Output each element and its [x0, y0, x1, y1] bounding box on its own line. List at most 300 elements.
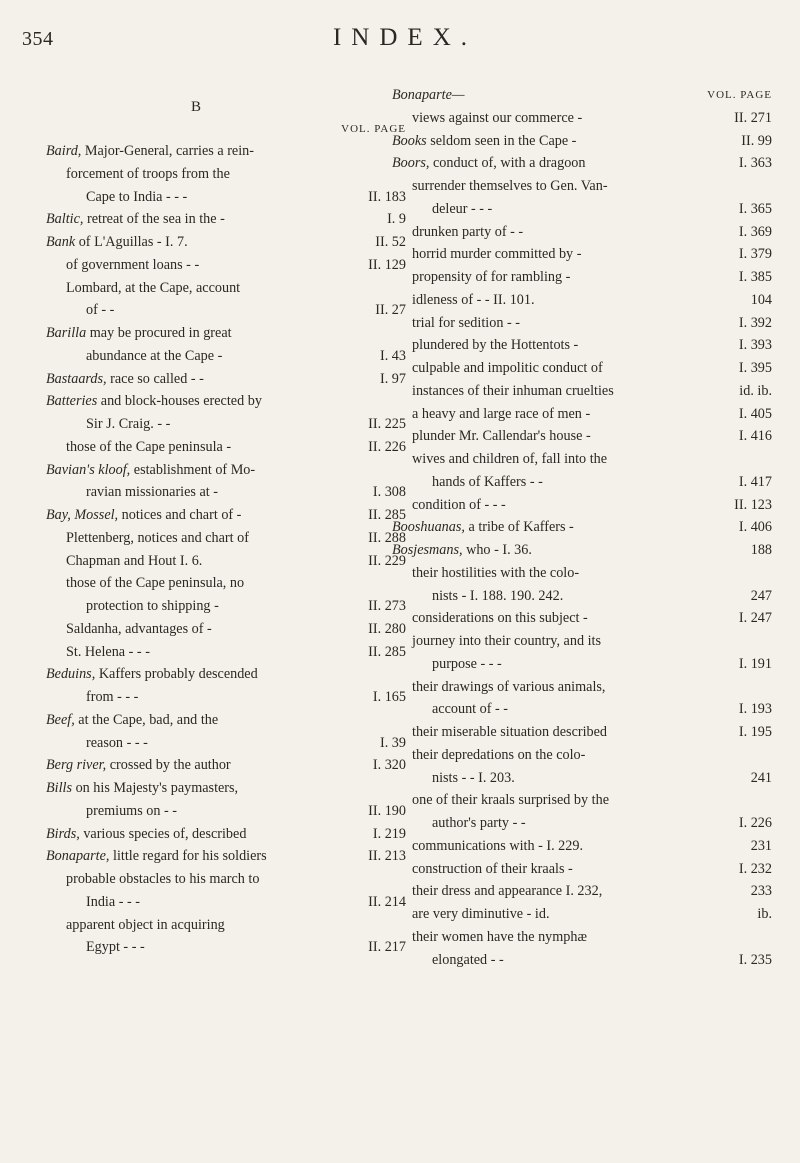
- entry-text: [46, 595, 340, 618]
- index-entry: [46, 186, 406, 209]
- index-entry: [392, 880, 772, 903]
- entry-reference: I. 219: [372, 825, 406, 842]
- index-entry: [392, 539, 772, 562]
- index-entry: [392, 744, 772, 767]
- index-entry: [392, 835, 772, 858]
- entry-text: [46, 732, 340, 755]
- entry-text: [392, 380, 706, 403]
- index-entry: [46, 595, 406, 618]
- entry-description: who - I. 36.: [462, 542, 532, 558]
- index-entry: [46, 481, 406, 504]
- entry-description: retreat of the sea in the -: [83, 211, 225, 228]
- entry-description: condition of - - -: [412, 496, 506, 513]
- index-entry: [46, 163, 406, 186]
- index-entry: [392, 676, 772, 699]
- entry-description: Lombard, at the Cape, account: [66, 279, 241, 296]
- entry-description: of L'Aguillas - I. 7.: [75, 234, 188, 250]
- entry-description: their miserable situation described: [412, 724, 608, 740]
- entry-text: [46, 777, 406, 800]
- entry-description: considerations on this subject -: [412, 610, 588, 627]
- entry-headword: Baltic,: [46, 211, 84, 228]
- index-entry: [392, 630, 772, 653]
- entry-reference: I. 395: [738, 360, 772, 376]
- entry-headword: Booshuanas,: [392, 519, 465, 536]
- entry-text: [392, 130, 706, 153]
- index-entry: [46, 732, 406, 755]
- page-number: 354: [22, 28, 54, 50]
- entry-reference: II. 285: [368, 507, 406, 523]
- index-entry: [392, 926, 772, 949]
- entry-reference: II. 129: [368, 256, 406, 273]
- entry-text: [392, 858, 706, 881]
- entry-reference: 104: [750, 291, 772, 308]
- entry-text: [46, 641, 340, 664]
- entry-reference: I. 416: [738, 428, 772, 445]
- index-entry: [46, 140, 406, 163]
- entry-reference: II. 271: [734, 109, 772, 126]
- entry-description: and block-houses erected by: [97, 393, 262, 410]
- entry-reference: II. 273: [368, 598, 406, 614]
- entry-text: [46, 800, 340, 823]
- index-entry: [46, 345, 406, 368]
- entry-text: [392, 653, 706, 676]
- entry-description: journey into their country, and its: [412, 633, 601, 649]
- index-entry: [46, 413, 406, 436]
- entry-text: [392, 835, 706, 858]
- index-entry: [392, 516, 772, 539]
- entry-reference: I. 365: [738, 200, 772, 217]
- index-entry: [46, 823, 406, 846]
- entry-description: probable obstacles to his march to: [66, 871, 260, 887]
- index-entry: [46, 936, 406, 959]
- entry-description: plunder Mr. Callendar's house -: [412, 428, 591, 445]
- entry-reference: I. 417: [738, 473, 772, 490]
- right-column: [392, 84, 772, 971]
- index-entry: [46, 459, 406, 482]
- entry-text: [46, 914, 406, 937]
- entry-reference: I. 9: [387, 211, 406, 228]
- continued-headword: Bonaparte—: [392, 87, 465, 103]
- entry-text: [46, 891, 340, 914]
- entry-text: [392, 767, 706, 790]
- entry-description: Saldanha, advantages of -: [66, 620, 212, 637]
- entry-description: at the Cape, bad, and the: [74, 711, 219, 728]
- entry-reference: II. 99: [741, 132, 772, 149]
- entry-description: of government loans - -: [66, 256, 200, 273]
- entry-text: [392, 198, 706, 221]
- index-entry: [46, 436, 406, 459]
- entry-description: abundance at the Cape -: [86, 347, 223, 364]
- entry-reference: II. 229: [368, 552, 406, 569]
- index-entry: [392, 334, 772, 357]
- entry-description: on his Majesty's paymasters,: [72, 780, 239, 796]
- entry-reference: ib.: [757, 906, 772, 922]
- entry-text: [46, 390, 406, 413]
- entry-text: [46, 436, 340, 459]
- index-entry: [392, 243, 772, 266]
- entry-description: are very diminutive - id.: [412, 906, 550, 922]
- entry-reference: I. 235: [738, 951, 772, 968]
- running-head: INDEX.: [332, 24, 477, 51]
- entry-reference: I. 247: [738, 610, 772, 627]
- entry-description: seldom seen in the Cape -: [426, 132, 577, 149]
- entry-headword: Bay, Mossel,: [46, 507, 119, 523]
- entry-text: [392, 471, 706, 494]
- index-entry: [392, 221, 772, 244]
- entry-reference: 233: [750, 883, 772, 900]
- entry-description: may be procured in great: [86, 325, 232, 341]
- index-entry: [392, 107, 772, 130]
- index-entry: [46, 641, 406, 664]
- entry-description: Egypt - - -: [86, 939, 145, 956]
- index-entry: [392, 562, 772, 585]
- entry-text: [46, 754, 340, 777]
- entry-text: [46, 163, 406, 186]
- entry-text: [46, 208, 340, 231]
- index-entry: [46, 368, 406, 391]
- entry-reference: II. 217: [368, 939, 406, 956]
- index-entry: [392, 425, 772, 448]
- entry-text: [46, 277, 406, 300]
- entry-description: author's party - -: [432, 815, 526, 831]
- entry-description: hands of Kaffers - -: [432, 473, 543, 490]
- entry-description: purpose - - -: [432, 655, 502, 672]
- entry-description: those of the Cape peninsula -: [66, 438, 232, 455]
- entry-text: [392, 425, 706, 448]
- entry-headword: Bonaparte,: [46, 848, 110, 865]
- index-entry: [392, 380, 772, 403]
- index-entry: [392, 585, 772, 608]
- entry-reference: II. 226: [368, 438, 406, 455]
- index-entry: [46, 868, 406, 891]
- entry-description: from - - -: [86, 689, 139, 705]
- index-entry: [46, 845, 406, 868]
- index-entry: [392, 175, 772, 198]
- entry-text: [46, 868, 406, 891]
- entry-text: [392, 107, 706, 130]
- left-column: [46, 96, 406, 959]
- index-entry: [46, 572, 406, 595]
- entry-headword: Books: [392, 132, 427, 149]
- entry-description: a tribe of Kaffers -: [464, 519, 574, 536]
- entry-description: wives and children of, fall into the: [412, 451, 608, 467]
- index-entry: [46, 891, 406, 914]
- entry-text: [392, 607, 706, 630]
- entry-reference: I. 406: [738, 519, 772, 536]
- entry-reference: I. 363: [738, 155, 772, 172]
- entry-description: plundered by the Hottentots -: [412, 337, 579, 354]
- entry-text: [46, 936, 340, 959]
- entry-reference: I. 97: [379, 370, 406, 387]
- entry-reference: II. 52: [375, 234, 406, 250]
- index-entry: [392, 653, 772, 676]
- entry-text: [46, 322, 406, 345]
- entry-headword: Bills: [46, 780, 73, 796]
- entry-description: apparent object in acquiring: [66, 916, 225, 933]
- entry-description: their drawings of various animals,: [412, 678, 606, 695]
- entry-reference: II. 225: [368, 416, 406, 432]
- entry-text: [392, 562, 772, 585]
- entry-text: [46, 572, 406, 595]
- entry-description: instances of their inhuman cruelties: [412, 382, 614, 399]
- entry-description: horrid murder committed by -: [412, 246, 582, 263]
- entry-reference: I. 232: [738, 860, 772, 877]
- entry-description: race so called - -: [106, 370, 204, 387]
- entry-description: those of the Cape peninsula, no: [66, 575, 245, 592]
- entry-description: their dress and appearance I. 232,: [412, 883, 603, 900]
- entry-description: various species of, described: [79, 825, 247, 842]
- index-entry: [46, 709, 406, 732]
- entry-text: [392, 221, 706, 244]
- entry-description: their women have the nymphæ: [412, 928, 587, 945]
- index-entry: [46, 663, 406, 686]
- index-entry: [392, 494, 772, 517]
- entry-reference: II. 190: [368, 802, 406, 819]
- entry-description: St. Helena - - -: [66, 643, 150, 660]
- entry-text: [392, 266, 706, 289]
- entry-text: [46, 413, 340, 436]
- section-letter: B: [190, 99, 201, 115]
- entry-description: forcement of troops from the: [66, 165, 230, 182]
- left-entry-list: [46, 140, 406, 959]
- index-entry: [392, 789, 772, 812]
- entry-text: [392, 448, 772, 471]
- index-entry: [392, 312, 772, 335]
- index-entry: [46, 277, 406, 300]
- entry-description: a heavy and large race of men -: [412, 405, 591, 422]
- index-entry: [46, 299, 406, 322]
- entry-text: [392, 539, 706, 562]
- index-entry: [46, 208, 406, 231]
- entry-reference: I. 393: [738, 337, 772, 354]
- entry-description: idleness of - - II. 101.: [412, 291, 535, 308]
- index-entry: [46, 800, 406, 823]
- entry-description: drunken party of - -: [412, 223, 524, 240]
- index-entry: [392, 949, 772, 972]
- entry-text: [46, 459, 406, 482]
- index-entry: [392, 357, 772, 380]
- entry-text: [46, 686, 340, 709]
- entry-description: Cape to India - - -: [86, 188, 188, 205]
- entry-reference: I. 405: [738, 405, 772, 422]
- entry-reference: 247: [750, 587, 772, 604]
- entry-text: [46, 527, 340, 550]
- entry-text: [392, 630, 772, 653]
- entry-description: views against our commerce -: [412, 109, 583, 126]
- index-entry: [392, 448, 772, 471]
- page-header: [0, 24, 800, 54]
- entry-description: little regard for his soldiers: [109, 848, 267, 865]
- entry-reference: 188: [750, 542, 772, 558]
- entry-text: [392, 516, 706, 539]
- entry-text: [46, 231, 340, 254]
- index-entry: [46, 618, 406, 641]
- entry-reference: II. 280: [368, 620, 406, 637]
- entry-headword: Barilla: [46, 325, 87, 341]
- entry-text: [392, 812, 706, 835]
- entry-text: [46, 823, 340, 846]
- index-entry: [46, 390, 406, 413]
- entry-headword: Bastaards,: [46, 370, 107, 387]
- entry-headword: Boors,: [392, 155, 430, 172]
- entry-text: [46, 663, 406, 686]
- index-entry: [392, 403, 772, 426]
- entry-reference: I. 308: [372, 484, 406, 501]
- entry-reference: II. 213: [368, 848, 406, 865]
- entry-text: [392, 926, 772, 949]
- entry-reference: I. 369: [738, 223, 772, 240]
- entry-reference: II. 214: [368, 893, 406, 910]
- entry-description: crossed by the author: [106, 757, 231, 774]
- entry-text: [392, 721, 706, 744]
- entry-description: communications with - I. 229.: [412, 837, 584, 854]
- entry-description: Sir J. Craig. - -: [86, 416, 171, 432]
- entry-headword: Bosjesmans,: [392, 542, 463, 558]
- entry-description: culpable and impolitic conduct of: [412, 360, 603, 376]
- entry-text: [392, 334, 706, 357]
- entry-reference: I. 379: [738, 246, 772, 263]
- entry-reference: I. 392: [738, 314, 772, 331]
- entry-description: construction of their kraals -: [412, 860, 573, 877]
- entry-text: [46, 345, 340, 368]
- index-entry: [392, 289, 772, 312]
- right-entry-list: [392, 107, 772, 972]
- entry-text: [46, 254, 340, 277]
- entry-description: premiums on - -: [86, 802, 178, 819]
- entry-headword: Bavian's kloof,: [46, 461, 131, 478]
- index-entry: [392, 607, 772, 630]
- entry-text: [392, 744, 772, 767]
- entry-text: [392, 312, 706, 335]
- index-entry: [46, 322, 406, 345]
- entry-text: [392, 152, 706, 175]
- entry-description: elongated - -: [432, 951, 504, 968]
- entry-reference: I. 191: [738, 655, 772, 672]
- entry-description: surrender themselves to Gen. Van-: [412, 178, 608, 194]
- entry-reference: II. 285: [368, 643, 406, 660]
- entry-description: their depredations on the colo-: [412, 746, 586, 763]
- continued-headword-row: [392, 84, 772, 107]
- entry-description: notices and chart of -: [118, 507, 242, 523]
- entry-reference: II. 27: [375, 302, 406, 319]
- index-entry: [392, 698, 772, 721]
- index-entry: [392, 903, 772, 926]
- entry-text: [392, 880, 706, 903]
- entry-description: account of - -: [432, 701, 509, 718]
- entry-text: [46, 186, 340, 209]
- entry-headword: Berg river,: [46, 757, 107, 774]
- entry-description: Major-General, carries a rein-: [81, 143, 254, 159]
- entry-headword: Baird,: [46, 143, 82, 159]
- entry-description: establishment of Mo-: [130, 461, 256, 478]
- index-entry: [392, 130, 772, 153]
- entry-text: [46, 845, 340, 868]
- entry-reference: I. 195: [738, 724, 772, 740]
- index-entry: [392, 721, 772, 744]
- entry-text: [392, 289, 706, 312]
- entry-description: conduct of, with a dragoon: [429, 155, 586, 172]
- entry-reference: II. 288: [368, 529, 406, 546]
- index-entry: [46, 754, 406, 777]
- index-entry: [392, 266, 772, 289]
- entry-text: [46, 709, 406, 732]
- entry-headword: Birds,: [46, 825, 80, 842]
- entry-headword: Beduins,: [46, 666, 96, 683]
- entry-text: [392, 403, 706, 426]
- entry-description: propensity of for rambling -: [412, 269, 571, 285]
- entry-text: [392, 585, 706, 608]
- entry-text: [392, 903, 706, 926]
- entry-text: [46, 618, 340, 641]
- index-entry: [392, 767, 772, 790]
- column-header-vol-page: VOL. PAGE: [707, 89, 772, 101]
- entry-description: Chapman and Hout I. 6.: [66, 552, 203, 569]
- entry-text: [46, 299, 340, 322]
- entry-headword: Batteries: [46, 393, 98, 410]
- entry-reference: I. 320: [372, 757, 406, 774]
- entry-reference: I. 226: [738, 815, 772, 831]
- entry-description: nists - - I. 203.: [432, 769, 515, 786]
- entry-description: one of their kraals surprised by the: [412, 792, 609, 809]
- entry-reference: II. 183: [368, 188, 406, 205]
- index-entry: [46, 914, 406, 937]
- entry-reference: I. 193: [738, 701, 772, 718]
- column-header-vol-page: VOL. PAGE: [341, 123, 406, 135]
- entry-description: trial for sedition - -: [412, 314, 520, 331]
- entry-text: [392, 698, 706, 721]
- entry-headword: Beef,: [46, 711, 75, 728]
- entry-reference: II. 123: [734, 496, 772, 513]
- entry-text: [392, 949, 706, 972]
- index-entry: [392, 152, 772, 175]
- index-entry: [46, 777, 406, 800]
- entry-headword: Bank: [46, 234, 76, 250]
- entry-description: their hostilities with the colo-: [412, 564, 580, 581]
- entry-reference: I. 385: [738, 269, 772, 285]
- index-entry: [46, 254, 406, 277]
- entry-reference: I. 165: [372, 689, 406, 705]
- entry-description: nists - I. 188. 190. 242.: [432, 587, 564, 604]
- entry-description: ravian missionaries at -: [86, 484, 218, 501]
- index-entry: [392, 471, 772, 494]
- entry-description: India - - -: [86, 893, 140, 910]
- entry-text: [392, 789, 772, 812]
- entry-text: [392, 494, 706, 517]
- entry-text: [392, 676, 772, 699]
- entry-reference: id. ib.: [739, 382, 772, 399]
- index-entry: [392, 812, 772, 835]
- entry-text: [392, 175, 772, 198]
- entry-description: Kaffers probably descended: [95, 666, 258, 683]
- index-entry: [46, 231, 406, 254]
- entry-description: protection to shipping -: [86, 598, 219, 614]
- entry-reference: 231: [750, 837, 772, 854]
- entry-reference: 241: [750, 769, 772, 786]
- index-entry: [392, 198, 772, 221]
- entry-description: reason - - -: [86, 734, 148, 751]
- entry-description: deleur - - -: [432, 200, 493, 217]
- index-entry: [46, 504, 406, 527]
- entry-text: [46, 368, 340, 391]
- entry-description: of - -: [86, 302, 115, 319]
- entry-text: [46, 550, 340, 573]
- index-entry: [46, 527, 406, 550]
- entry-text: [46, 140, 406, 163]
- index-entry: [46, 686, 406, 709]
- entry-text: [392, 243, 706, 266]
- entry-reference: I. 39: [379, 734, 406, 751]
- index-entry: [46, 550, 406, 573]
